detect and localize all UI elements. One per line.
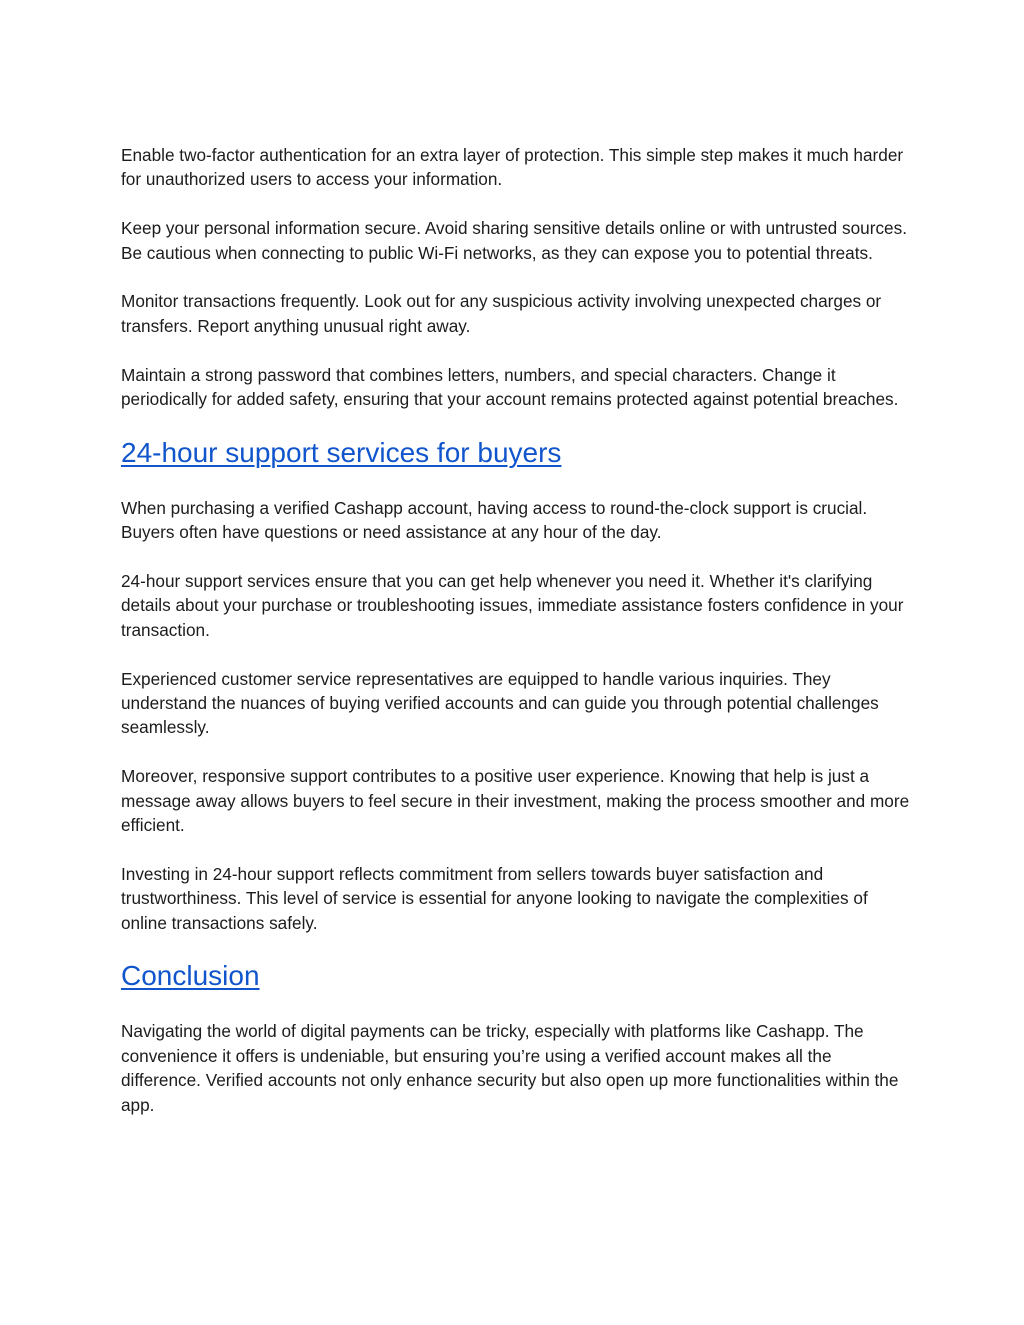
support-heading-link[interactable]: 24-hour support services for buyers — [121, 436, 562, 468]
paragraph-support-3: Experienced customer service representatives are equipped to handle various inquiries. They understand the nuances of buying verified accounts and can guide you through potential challenges seamlessly. — [121, 668, 879, 738]
paragraph-support-5: Investing in 24-hour support reflects commitment from sellers towards buyer satisfaction and trustworthiness. This level of service is essential for anyone looking to navigate the complexities of online transactions safely. — [121, 863, 868, 933]
paragraph-conclusion-1: Navigating the world of digital payments can be tricky, especially with platforms like Cashapp. The convenience it offers is undeniable, but ensuring you’re using a verified account makes all the difference. Verified accounts not only enhance security but also open up more functionalities within the app. — [121, 1021, 899, 1115]
document-body — [121, 143, 911, 1141]
support-heading — [121, 436, 911, 470]
paragraph-two-factor: Enable two-factor authentication for an extra layer of protection. This simple step makes it much harder for unauthorized users to access your information. — [121, 145, 904, 190]
conclusion-heading — [121, 959, 911, 993]
paragraph-support-1: When purchasing a verified Cashapp account, having access to round-the-clock support is crucial. Buyers often have questions or need assistance at any hour of the day. — [121, 497, 868, 543]
paragraph-strong-password: Maintain a strong password that combines letters, numbers, and special characters. Change it periodically for added safety, ensuring that your account remains protected against potential breaches. — [121, 364, 899, 410]
paragraph-personal-info: Keep your personal information secure. Avoid sharing sensitive details online or with untrusted sources. Be cautious when connecting to public Wi-Fi networks, as they can expose you to potential threats. — [121, 218, 907, 263]
paragraph-support-2: 24-hour support services ensure that you can get help whenever you need it. Whether it's clarifying details about your purchase or troubleshooting issues, immediate assistance fosters confidence in your transaction. — [121, 571, 904, 640]
paragraph-monitor-transactions: Monitor transactions frequently. Look out for any suspicious activity involving unexpected charges or transfers. Report anything unusual right away. — [121, 291, 882, 336]
paragraph-support-4: Moreover, responsive support contributes to a positive user experience. Knowing that help is just a message away allows buyers to feel secure in their investment, making the process smoother and more efficient. — [121, 766, 910, 836]
conclusion-heading-link[interactable]: Conclusion — [121, 960, 260, 992]
